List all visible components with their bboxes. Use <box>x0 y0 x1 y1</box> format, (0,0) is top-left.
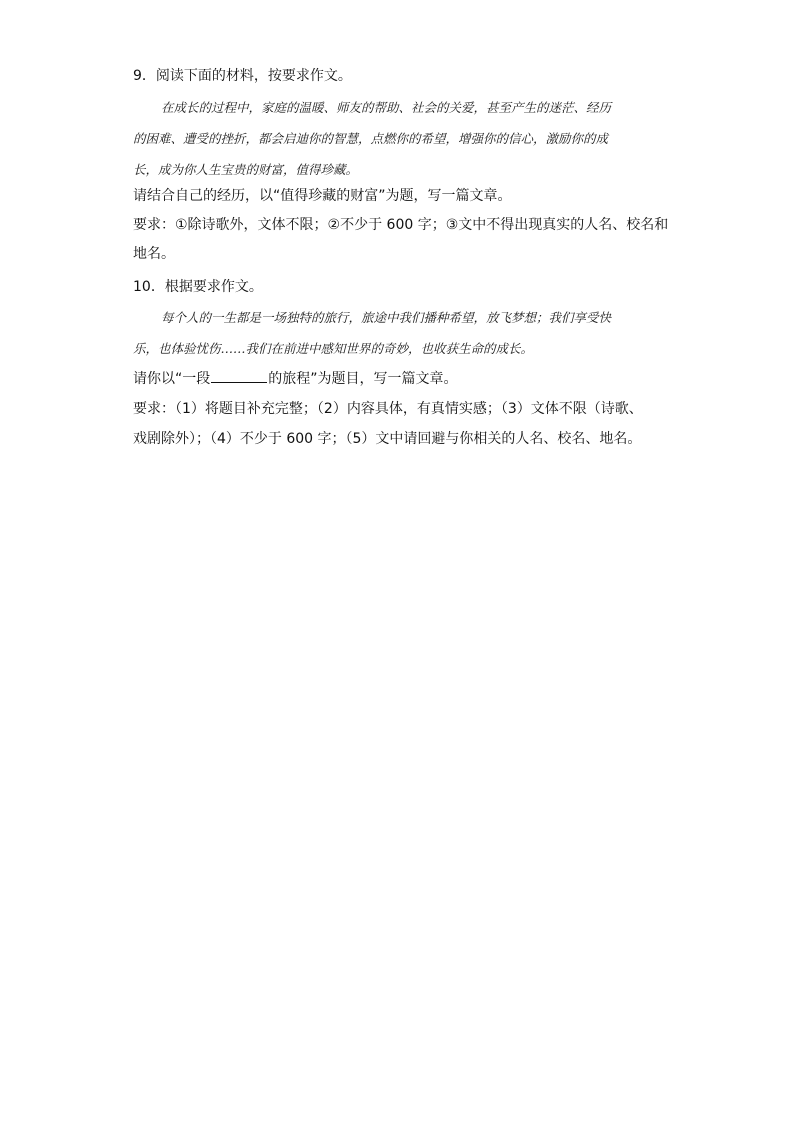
question-10 <box>133 272 669 454</box>
document-content <box>133 64 669 454</box>
question-9-instruction: 请结合自己的经历，以“值得珍藏的财富”为题，写一篇文章。 <box>133 188 512 204</box>
question-9 <box>133 64 669 268</box>
material-line: 长，成为你人生宝贵的财富，值得珍藏。 <box>133 162 359 177</box>
requirement-line: 要求：（1）将题目补充完整；（2）内容具体，有真情实感；（3）文体不限（诗歌、 <box>133 401 643 417</box>
question-10-material <box>133 302 669 364</box>
material-line: 每个人的一生都是一场独特的旅行，旅途中我们播种希望，放飞梦想；我们享受快 <box>161 310 612 325</box>
question-9-requirements <box>133 210 669 268</box>
requirement-line: 地名。 <box>133 246 175 262</box>
material-line: 在成长的过程中，家庭的温暖、师友的帮助、社会的关爱，甚至产生的迷茫、经历 <box>161 100 612 115</box>
material-line: 乐，也体验忧伤……我们在前进中感知世界的奇妙，也收获生命的成长。 <box>133 341 534 356</box>
material-line: 的困难、遭受的挫折，都会启迪你的智慧，点燃你的希望，增强你的信心，激励你的成 <box>133 131 609 146</box>
fill-in-blank <box>211 368 267 383</box>
question-9-title: 9．阅读下面的材料，按要求作文。 <box>133 68 352 84</box>
question-10-title: 10．根据要求作文。 <box>133 279 263 295</box>
requirement-line: 要求：①除诗歌外，文体不限；②不少于 600 字；③文中不得出现真实的人名、校名和 <box>133 217 669 233</box>
question-10-requirements <box>133 394 669 454</box>
instruction-text-after: 的旅程”为题目，写一篇文章。 <box>268 371 458 387</box>
instruction-text-before: 请你以“一段 <box>133 371 211 387</box>
question-9-material <box>133 92 669 185</box>
question-10-instruction <box>133 364 669 394</box>
requirement-line: 戏剧除外）；（4）不少于 600 字；（5）文中请回避与你相关的人名、校名、地名。 <box>133 431 642 447</box>
